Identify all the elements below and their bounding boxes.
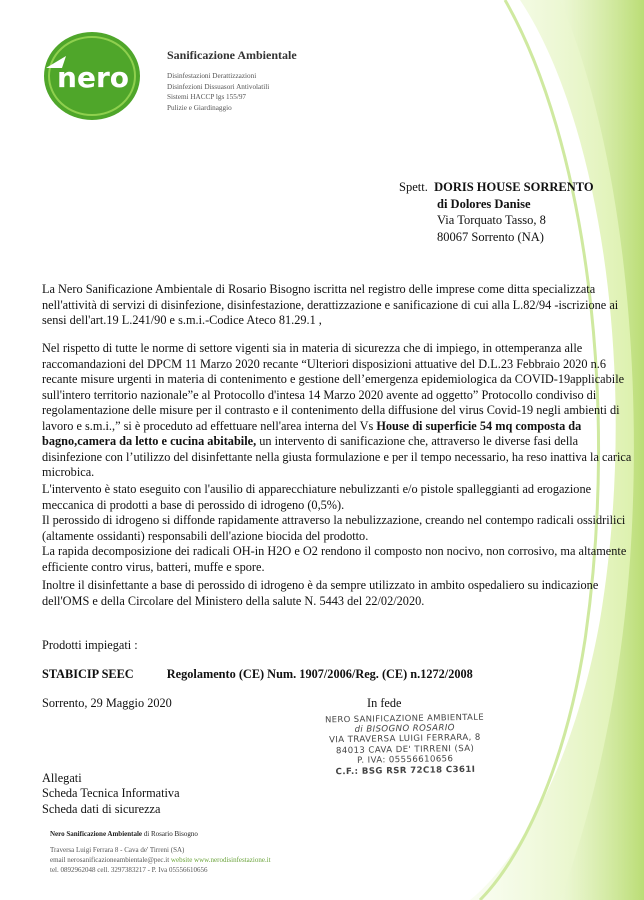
method-line: Il perossido di idrogeno si diffonde rapidamente attraverso la nebulizzazione, creando nel contempo radicali ossidrilici (altamente ossidanti) responsabili dell'azione biocida del prodotto. bbox=[42, 513, 626, 543]
paragraph-intervention-text-end: un intervento di sanificazione che, attraverso le diverse fasi della disinfezione con l’utilizzo del disinfettante nella giusta formulazione e per il tempo necessario, ha reso inattiva la carica microbica. bbox=[42, 434, 632, 479]
stamp-line: P. IVA: 05556610656 bbox=[357, 754, 454, 767]
products-label: Prodotti impiegati : bbox=[42, 638, 138, 652]
footer-phones: tel. 0892962048 cell. 3297383217 - P. Iva 05556610656 bbox=[50, 866, 208, 874]
footer-address: Traversa Luigi Ferrara 8 - Cava de' Tirreni (SA) bbox=[50, 846, 185, 854]
stamp-line: C.F.: BSG RSR 72C18 C361I bbox=[335, 764, 476, 778]
logo-text: nero bbox=[57, 61, 129, 94]
stamp-line: VIA TRAVERSA LUIGI FERRARA, 8 bbox=[328, 732, 481, 746]
method-line: La rapida decomposizione dei radicali OH-in H2O e O2 rendono il composto non nocivo, non corrosivo, ma altamente efficiente contro virus, batteri, muffe e spore. bbox=[42, 544, 627, 574]
attachment-item: Scheda Tecnica Informativa bbox=[42, 786, 180, 801]
recipient-block bbox=[399, 179, 594, 245]
method-line: L'intervento è stato eseguito con l'ausilio di apparecchiature nebulizzanti e/o pistole spalleggianti ad erogazione meccanica di prodotti a base di perossido di idrogeno (0,5%). bbox=[42, 482, 592, 512]
product-line bbox=[42, 667, 473, 682]
footer-email: email nerosanificazioneambientale@pec.it bbox=[50, 856, 170, 864]
company-stamp bbox=[289, 711, 520, 779]
recipient-attn: di Dolores Danise bbox=[437, 196, 531, 211]
recipient-name: DORIS HOUSE SORRENTO bbox=[434, 180, 594, 194]
footer-website: website www.nerodisinfestazione.it bbox=[169, 856, 271, 864]
stamp-line: NERO SANIFICAZIONE AMBIENTALE bbox=[324, 711, 485, 725]
footer-contacts bbox=[50, 855, 271, 865]
service-item: Disinfestazioni Derattizzazioni bbox=[167, 72, 257, 80]
company-name: Sanificazione Ambientale bbox=[167, 48, 297, 62]
footer-company: Nero Sanificazione Ambientale di Rosario Bisogno bbox=[50, 830, 198, 838]
paragraph-intervention bbox=[42, 341, 632, 481]
recipient-city: 80067 Sorrento (NA) bbox=[437, 229, 544, 244]
paragraph-method bbox=[42, 482, 632, 575]
recipient-prefix: Spett. bbox=[399, 180, 428, 194]
product-name: STABICIP SEEC bbox=[42, 667, 134, 681]
paragraph-intervention-area: House di superficie 54 mq composta da bagno,camera da letto e cucina abitabile, bbox=[42, 418, 582, 448]
paragraph-intervention-text: Nel rispetto di tutte le norme di settore vigenti sia in materia di sicurezza che di impiego, in ottemperanza alle raccomandazioni del DPCM 11 Marzo 2020 recante “Ulteriori disposizioni attuative del D.L.23 Febbraio 2020 n.6 recante misure urgenti in materia di contenimento e gestione dell’emergenza epidemiologica da COVID-19applicabile sull'intero territorio nazionale”e al Protocollo d'intesa 14 Marzo 2020 avente ad oggetto” Protocollo condiviso di regolamentazione delle misure per il contrasto e il contenimento della diffusione del virus Covid-19 negli ambienti di lavoro e s.m.i.,” si è proceduto ad effettuare nell'area interna del Vs bbox=[42, 341, 625, 433]
attachments-title: Allegati bbox=[42, 771, 82, 785]
service-item: Disinfezioni Dissuasori Antivolatili bbox=[167, 82, 270, 91]
service-item: Pulizie e Giardinaggio bbox=[167, 103, 232, 112]
service-item: Sistemi HACCP lgs 155/97 bbox=[167, 93, 247, 101]
paragraph-intro: La Nero Sanificazione Ambientale di Rosario Bisogno iscritta nel registro delle imprese come ditta specializzata nell'attività di servizi di disinfezione, disinfestazione, derattizzazione e sanificazione di cui alla L.82/94 -iscrizione ai sensi dell'art.19 L.241/90 e s.m.i.-Codice Ateco 81.29.1 , bbox=[42, 282, 619, 327]
product-regulation: Regolamento (CE) Num. 1907/2006/Reg. (CE) n.1272/2008 bbox=[166, 667, 473, 681]
services-list bbox=[167, 71, 269, 113]
company-logo bbox=[40, 28, 142, 124]
recipient-street: Via Torquato Tasso, 8 bbox=[437, 213, 546, 228]
stamp-line: di BISOGNO ROSARIO bbox=[354, 722, 455, 735]
attachments bbox=[42, 771, 180, 817]
paragraph-hospital: Inoltre il disinfettante a base di perossido di idrogeno è da sempre utilizzato in ambito ospedaliero su indicazione dell'OMS e della Circolare del Ministero della salute N. 5443 del 22/02/2020. bbox=[42, 578, 599, 608]
letter-footer bbox=[50, 829, 271, 875]
in-fede: In fede bbox=[367, 696, 402, 710]
place-date: Sorrento, 29 Maggio 2020 bbox=[42, 696, 172, 710]
attachment-item: Scheda dati di sicurezza bbox=[42, 801, 161, 816]
stamp-line: 84013 CAVA DE' TIRRENI (SA) bbox=[335, 743, 475, 756]
recipient-line-name bbox=[399, 179, 594, 196]
